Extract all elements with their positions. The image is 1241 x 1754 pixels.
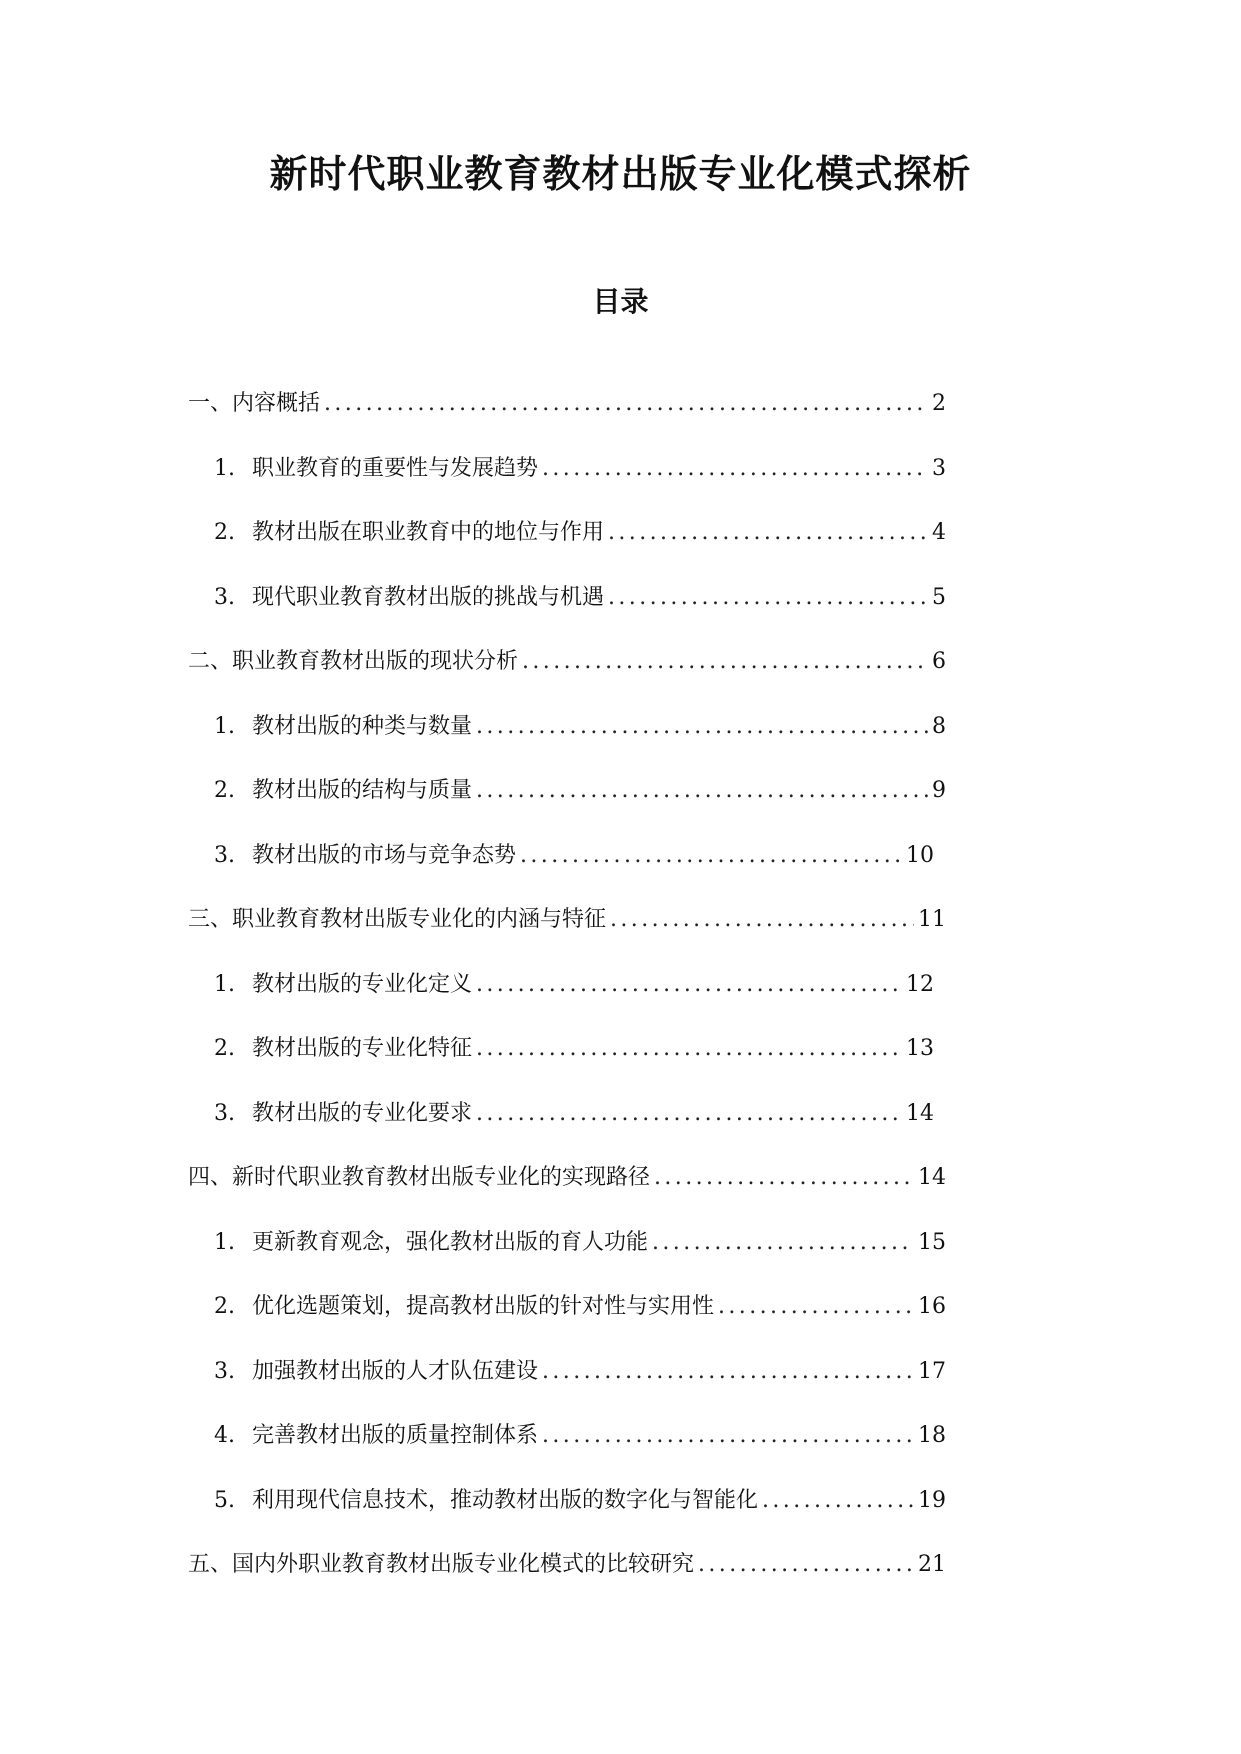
toc-dot-leader bbox=[476, 1029, 902, 1069]
toc-entry-page-number: 3 bbox=[932, 455, 946, 481]
toc-dot-leader bbox=[542, 1416, 914, 1456]
toc-entry[interactable] bbox=[214, 1287, 946, 1327]
toc-dot-leader bbox=[476, 707, 928, 747]
toc-entry[interactable] bbox=[188, 1158, 946, 1198]
toc-entry-page-number: 8 bbox=[932, 713, 946, 739]
toc-entry-page-number: 14 bbox=[906, 1100, 934, 1126]
toc-dot-leader bbox=[610, 900, 914, 940]
toc-entry[interactable] bbox=[214, 771, 946, 811]
toc-dot-leader bbox=[324, 384, 928, 424]
toc-entry-title: 教材出版的专业化要求 bbox=[252, 1100, 473, 1126]
toc-entry-page-number: 21 bbox=[918, 1552, 946, 1577]
toc-dot-leader bbox=[762, 1481, 914, 1521]
document-title: 新时代职业教育教材出版专业化模式探析 bbox=[269, 152, 972, 196]
toc-entry-number: 1. bbox=[214, 455, 235, 481]
toc-entry-number: 2. bbox=[214, 1036, 235, 1061]
toc-dot-leader bbox=[476, 1094, 902, 1134]
toc-entry[interactable] bbox=[214, 1481, 946, 1521]
toc-entry-page-number: 10 bbox=[906, 842, 934, 868]
toc-entry-title: 优化选题策划，提高教材出版的针对性与实用性 bbox=[252, 1294, 715, 1319]
toc-entry-page-number: 16 bbox=[918, 1294, 946, 1319]
toc-entry-page-number: 4 bbox=[932, 520, 946, 545]
toc-entry-title: 教材出版在职业教育中的地位与作用 bbox=[252, 520, 605, 545]
toc-dot-leader bbox=[654, 1158, 914, 1198]
toc-entry[interactable] bbox=[188, 1545, 946, 1585]
toc-entry-title: 教材出版的结构与质量 bbox=[252, 778, 473, 803]
toc-dot-leader bbox=[476, 965, 902, 1005]
toc-entry[interactable] bbox=[188, 384, 946, 424]
toc-entry-number: 5. bbox=[214, 1487, 235, 1513]
toc-entry[interactable] bbox=[214, 578, 946, 618]
toc-entry-title: 四、新时代职业教育教材出版专业化的实现路径 bbox=[188, 1165, 651, 1190]
toc-entry-page-number: 9 bbox=[932, 778, 946, 803]
toc-entry-page-number: 18 bbox=[918, 1423, 946, 1448]
toc-entry-number: 1. bbox=[214, 1229, 235, 1255]
toc-entry[interactable] bbox=[214, 707, 946, 747]
toc-dot-leader bbox=[608, 578, 928, 618]
toc-entry-number: 2. bbox=[214, 520, 235, 545]
toc-entry[interactable] bbox=[214, 1029, 934, 1069]
toc-entry-title: 现代职业教育教材出版的挑战与机遇 bbox=[252, 584, 605, 610]
toc-entry-title: 完善教材出版的质量控制体系 bbox=[252, 1423, 539, 1448]
toc-entry-number: 3. bbox=[214, 584, 235, 610]
toc-dot-leader bbox=[652, 1223, 914, 1263]
toc-entry-title: 教材出版的种类与数量 bbox=[252, 713, 473, 739]
toc-entry-title: 教材出版的专业化特征 bbox=[252, 1036, 473, 1061]
toc-entry-title: 五、国内外职业教育教材出版专业化模式的比较研究 bbox=[188, 1552, 695, 1577]
toc-entry-number: 1. bbox=[214, 971, 235, 997]
toc-entry-number: 3. bbox=[214, 1358, 235, 1384]
toc-entry-number: 4. bbox=[214, 1423, 235, 1448]
toc-dot-leader bbox=[718, 1287, 914, 1327]
toc-entry-page-number: 6 bbox=[932, 649, 946, 674]
toc-entry[interactable] bbox=[214, 836, 934, 876]
toc-dot-leader bbox=[542, 449, 928, 489]
toc-entry-page-number: 13 bbox=[906, 1036, 934, 1061]
toc-entry-title: 更新教育观念，强化教材出版的育人功能 bbox=[252, 1229, 649, 1255]
toc-dot-leader bbox=[542, 1352, 914, 1392]
toc-entry-title: 三、职业教育教材出版专业化的内涵与特征 bbox=[188, 907, 607, 932]
toc-entry-page-number: 11 bbox=[918, 907, 946, 932]
toc-entry-page-number: 14 bbox=[918, 1165, 946, 1190]
toc-entry-page-number: 2 bbox=[932, 391, 946, 416]
toc-entry-page-number: 19 bbox=[918, 1487, 946, 1513]
toc-entry-number: 2. bbox=[214, 778, 235, 803]
toc-entry-title: 一、内容概括 bbox=[188, 391, 321, 416]
toc-entry[interactable] bbox=[214, 1223, 946, 1263]
toc-entry-title: 利用现代信息技术，推动教材出版的数字化与智能化 bbox=[252, 1487, 759, 1513]
toc-entry-title: 教材出版的市场与竞争态势 bbox=[252, 842, 517, 868]
toc-entry[interactable] bbox=[188, 642, 946, 682]
toc-entry-title: 教材出版的专业化定义 bbox=[252, 971, 473, 997]
toc-entry-page-number: 12 bbox=[906, 971, 934, 997]
toc-heading: 目录 bbox=[592, 285, 649, 318]
toc-dot-leader bbox=[522, 642, 928, 682]
toc-entry-number: 3. bbox=[214, 1100, 235, 1126]
toc-entry[interactable] bbox=[214, 1416, 946, 1456]
toc-entry-page-number: 17 bbox=[918, 1358, 946, 1384]
toc-entry[interactable] bbox=[188, 900, 946, 940]
toc-entry-title: 二、职业教育教材出版的现状分析 bbox=[188, 649, 519, 674]
toc-entry[interactable] bbox=[214, 1094, 934, 1134]
toc-entry-number: 3. bbox=[214, 842, 235, 868]
toc-entry[interactable] bbox=[214, 513, 946, 553]
toc-entry-number: 1. bbox=[214, 713, 235, 739]
toc-entry-number: 2. bbox=[214, 1294, 235, 1319]
toc-dot-leader bbox=[698, 1545, 914, 1585]
toc-entry-page-number: 15 bbox=[918, 1229, 946, 1255]
toc-entry-page-number: 5 bbox=[932, 584, 946, 610]
toc-dot-leader bbox=[520, 836, 902, 876]
toc-entry-title: 加强教材出版的人才队伍建设 bbox=[252, 1358, 539, 1384]
toc-entry-title: 职业教育的重要性与发展趋势 bbox=[252, 455, 539, 481]
toc-entry[interactable] bbox=[214, 449, 946, 489]
toc-entry[interactable] bbox=[214, 1352, 946, 1392]
toc-dot-leader bbox=[608, 513, 928, 553]
toc-entry[interactable] bbox=[214, 965, 934, 1005]
toc-dot-leader bbox=[476, 771, 928, 811]
